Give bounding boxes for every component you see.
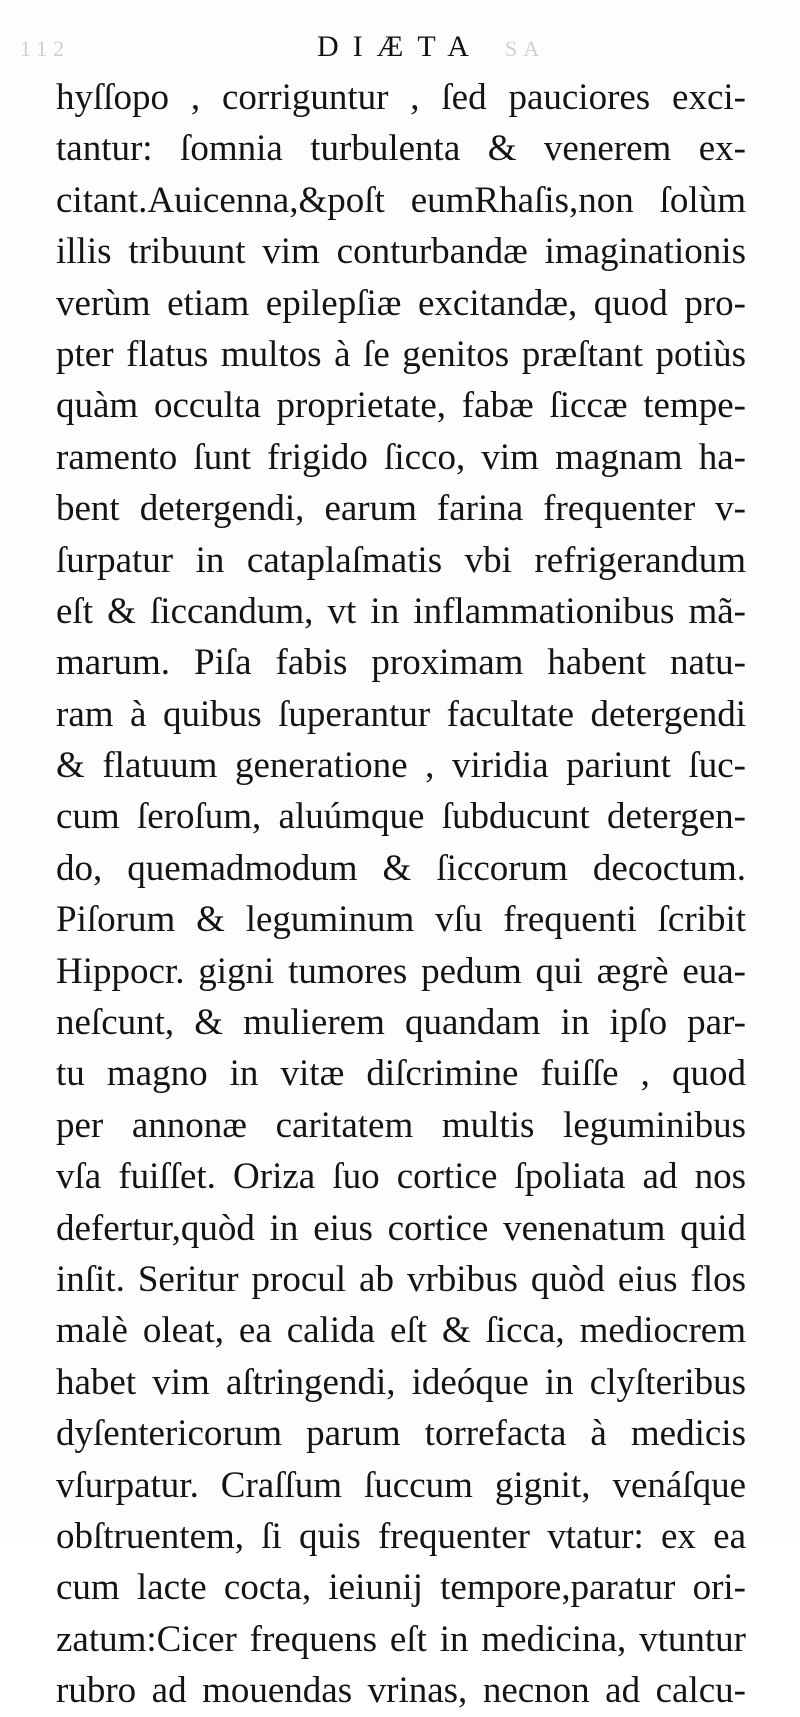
text-line: rubro ad mouendas vrinas, necnon ad calcu- — [56, 1670, 746, 1712]
running-title: DIÆTA — [317, 30, 483, 63]
text-line: cum ſeroſum, aluúmque ſubducunt detergen- — [56, 796, 746, 838]
text-line: per annonæ caritatem multis leguminibus — [56, 1104, 746, 1146]
text-line: tu magno in vitæ diſcrimine fuiſſe , quod — [56, 1053, 746, 1095]
text-line: defertur,quòd in eius cortice venenatum quid — [56, 1207, 746, 1249]
body-text — [56, 72, 746, 1717]
text-line: obſtruentem, ſi quis frequenter vtatur: ex ea — [56, 1515, 746, 1557]
text-line: ram à quibus ſuperantur facultate detergendi — [56, 693, 746, 735]
text-line: malè oleat, ea calida eſt & ſicca, mediocrem — [56, 1310, 746, 1352]
text-line: Piſorum & leguminum vſu frequenti ſcribit — [56, 899, 746, 941]
text-line: ſurpatur in cataplaſmatis vbi refrigerandum — [56, 539, 746, 581]
text-line: verùm etiam epilepſiæ excitandæ, quod pro- — [56, 282, 746, 324]
text-line: pter flatus multos à ſe genitos præſtant potiùs — [56, 333, 746, 375]
text-line: tantur: ſomnia turbulenta & venerem ex- — [56, 128, 746, 170]
text-line: ramento ſunt frigido ſicco, vim magnam ha- — [56, 436, 746, 478]
text-line: illis tribuunt vim conturbandæ imaginationis — [56, 231, 746, 273]
bleed-through-page-number: 112 — [20, 36, 71, 61]
text-line: vſa fuiſſet. Oriza ſuo cortice ſpoliata ad nos — [56, 1156, 746, 1198]
text-line: citant.Auicenna,&poſt eumRhaſis,non ſolùm — [56, 179, 746, 221]
text-line: cum lacte cocta, ieiunij tempore,paratur ori- — [56, 1567, 746, 1609]
text-line: do, quemadmodum & ſiccorum decoctum. — [56, 847, 746, 889]
text-line: bent detergendi, earum farina frequenter v- — [56, 488, 746, 530]
text-line: marum. Piſa fabis proximam habent natu- — [56, 642, 746, 684]
text-line: eſt & ſiccandum, vt in inflammationibus mã- — [56, 590, 746, 632]
text-line: habet vim aſtringendi, ideóque in clyſteribus — [56, 1361, 746, 1403]
text-line: zatum:Cicer frequens eſt in medicina, vtuntur — [56, 1618, 746, 1660]
text-line: Hippocr. gigni tumores pedum qui ægrè eua- — [56, 950, 746, 992]
text-line: quàm occulta proprietate, fabæ ſiccæ tempe- — [56, 385, 746, 427]
text-line: inſit. Seritur procul ab vrbibus quòd eius flos — [56, 1258, 746, 1300]
text-line: hyſſopo , corriguntur , ſed pauciores exci- — [56, 77, 746, 118]
text-line: & flatuum generatione , viridia pariunt ſuc- — [56, 745, 746, 787]
text-line: vſurpatur. Craſſum ſuccum gignit, venáſque — [56, 1464, 746, 1506]
text-line: dyſentericorum parum torrefacta à medicis — [56, 1413, 746, 1455]
text-line: neſcunt, & mulierem quandam in ipſo par- — [56, 1002, 746, 1044]
bleed-through-heading: SA — [505, 36, 546, 61]
